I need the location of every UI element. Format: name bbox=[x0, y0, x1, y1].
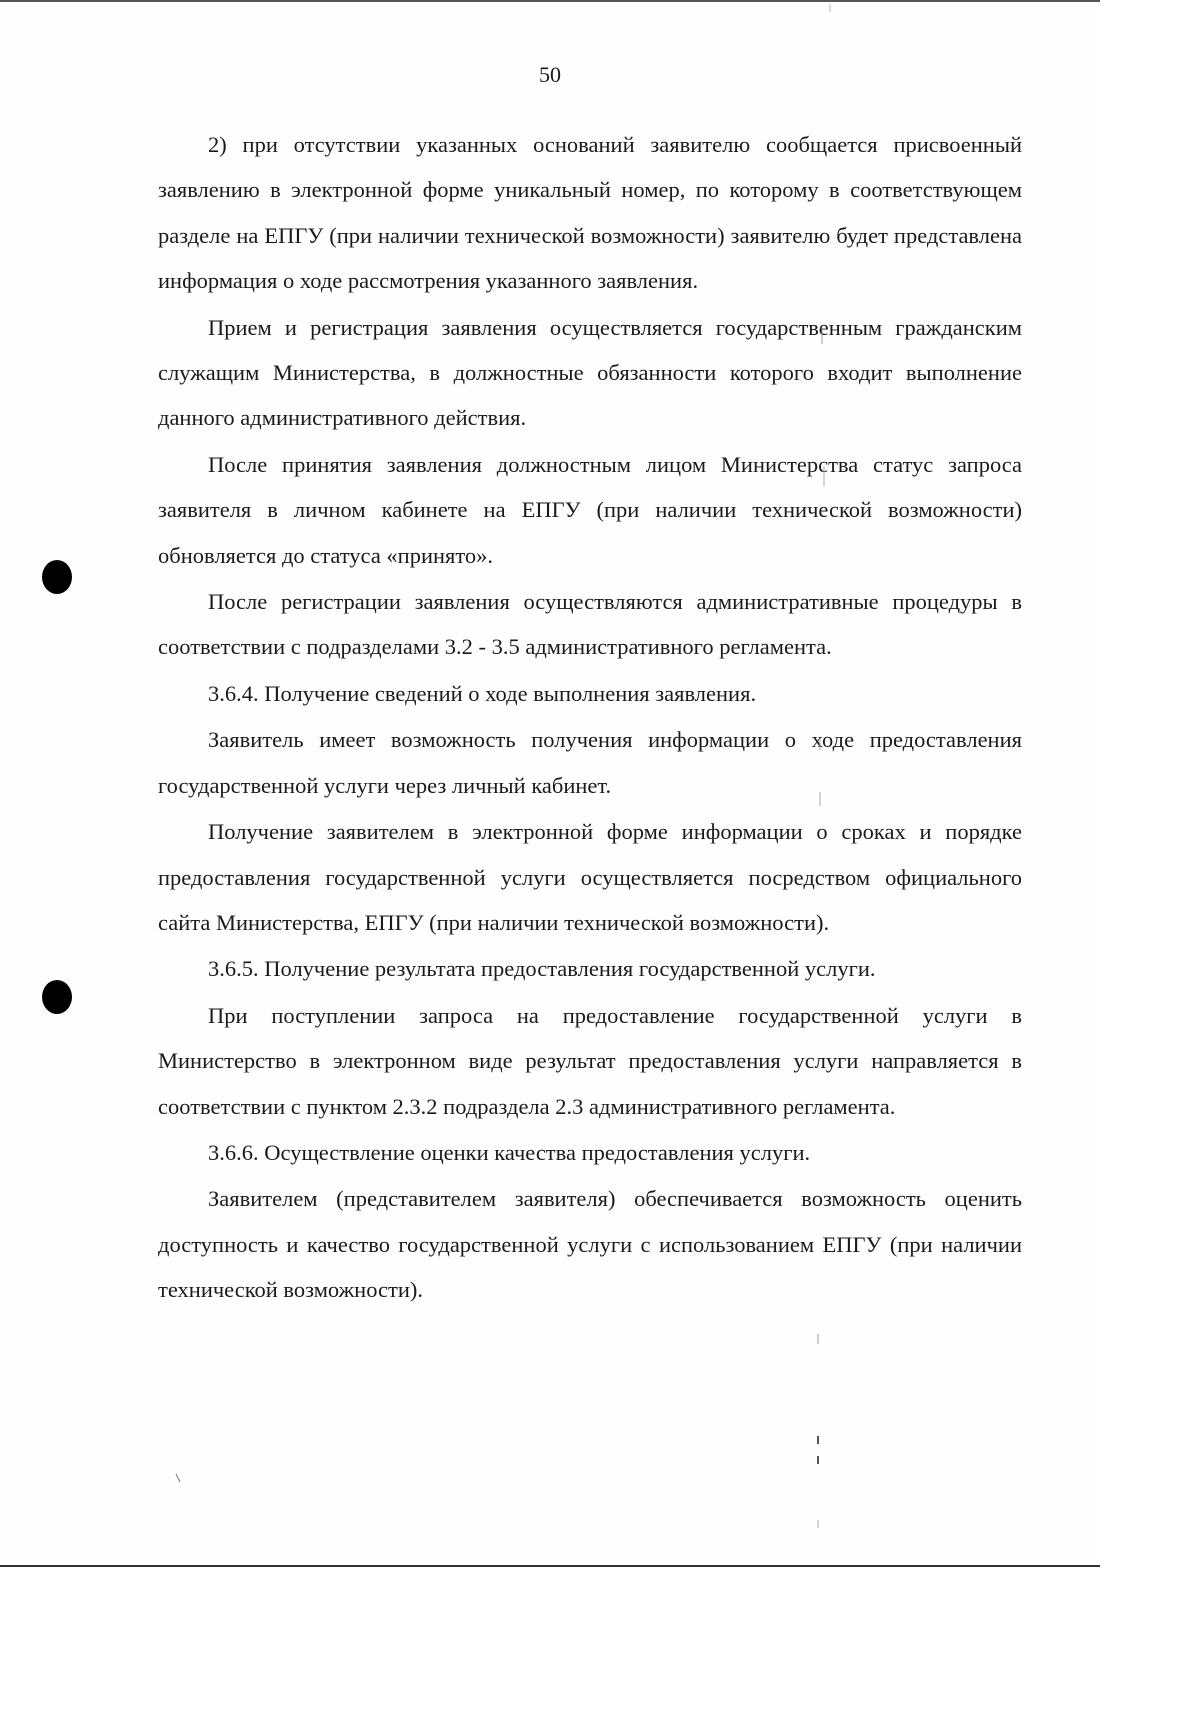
section-heading-3-6-6: 3.6.6. Осуществление оценки качества предоставления услуги. bbox=[208, 1139, 811, 1165]
paragraph-terms-and-procedure: Получение заявителем в электронной форме информации о сроках и порядке предоставления государственной услуги осуществляется посредством официального сайта Министерства, ЕПГУ (при наличии технической возможности). bbox=[158, 819, 1022, 935]
document-body bbox=[158, 122, 1022, 1314]
paragraph-reception-registration: Прием и регистрация заявления осуществляется государственным гражданским служащим Министерства, в должностные обязанности которого входит выполнение данного административного действия. bbox=[158, 314, 1022, 431]
paragraph-personal-cabinet-info: Заявитель имеет возможность получения информации о ходе предоставления государственной услуги через личный кабинет. bbox=[158, 727, 1022, 798]
paragraph-quality-assessment: Заявителем (представителем заявителя) обеспечивается возможность оценить доступность и качество государственной услуги с использованием ЕПГУ (при наличии технической возможности). bbox=[158, 1186, 1022, 1303]
punch-hole-lower bbox=[42, 980, 72, 1014]
paragraph-administrative-procedures: После регистрации заявления осуществляются административные процедуры в соответствии с подразделами 3.2 - 3.5 административного регламента. bbox=[158, 589, 1022, 660]
scan-bottom-edge bbox=[0, 1565, 1100, 1567]
scan-top-edge bbox=[0, 0, 1100, 2]
paragraph-item-2-notification: 2) при отсутствии указанных оснований заявителю сообщается присвоенный заявлению в электронной форме уникальный номер, по которому в соответствующем разделе на ЕПГУ (при наличии технической возможности) заявителю будет представлена информация о ходе рассмотрения указанного заявления. bbox=[158, 132, 1022, 294]
section-heading-3-6-5: 3.6.5. Получение результата предоставления государственной услуги. bbox=[208, 956, 876, 982]
punch-hole-upper bbox=[42, 560, 72, 594]
page-number: 50 bbox=[539, 62, 561, 87]
paragraph-status-accepted: После принятия заявления должностным лицом Министерства статус запроса заявителя в личном кабинете на ЕПГУ (при наличии технической возможности) обновляется до статуса «принято». bbox=[158, 451, 1022, 568]
section-heading-3-6-4: 3.6.4. Получение сведений о ходе выполнения заявления. bbox=[208, 680, 757, 706]
paragraph-result-delivery: При поступлении запроса на предоставление государственной услуги в Министерство в электронном виде результат предоставления услуги направляется в соответствии с пунктом 2.3.2 подраздела 2.3 административного регламента. bbox=[158, 1002, 1022, 1119]
